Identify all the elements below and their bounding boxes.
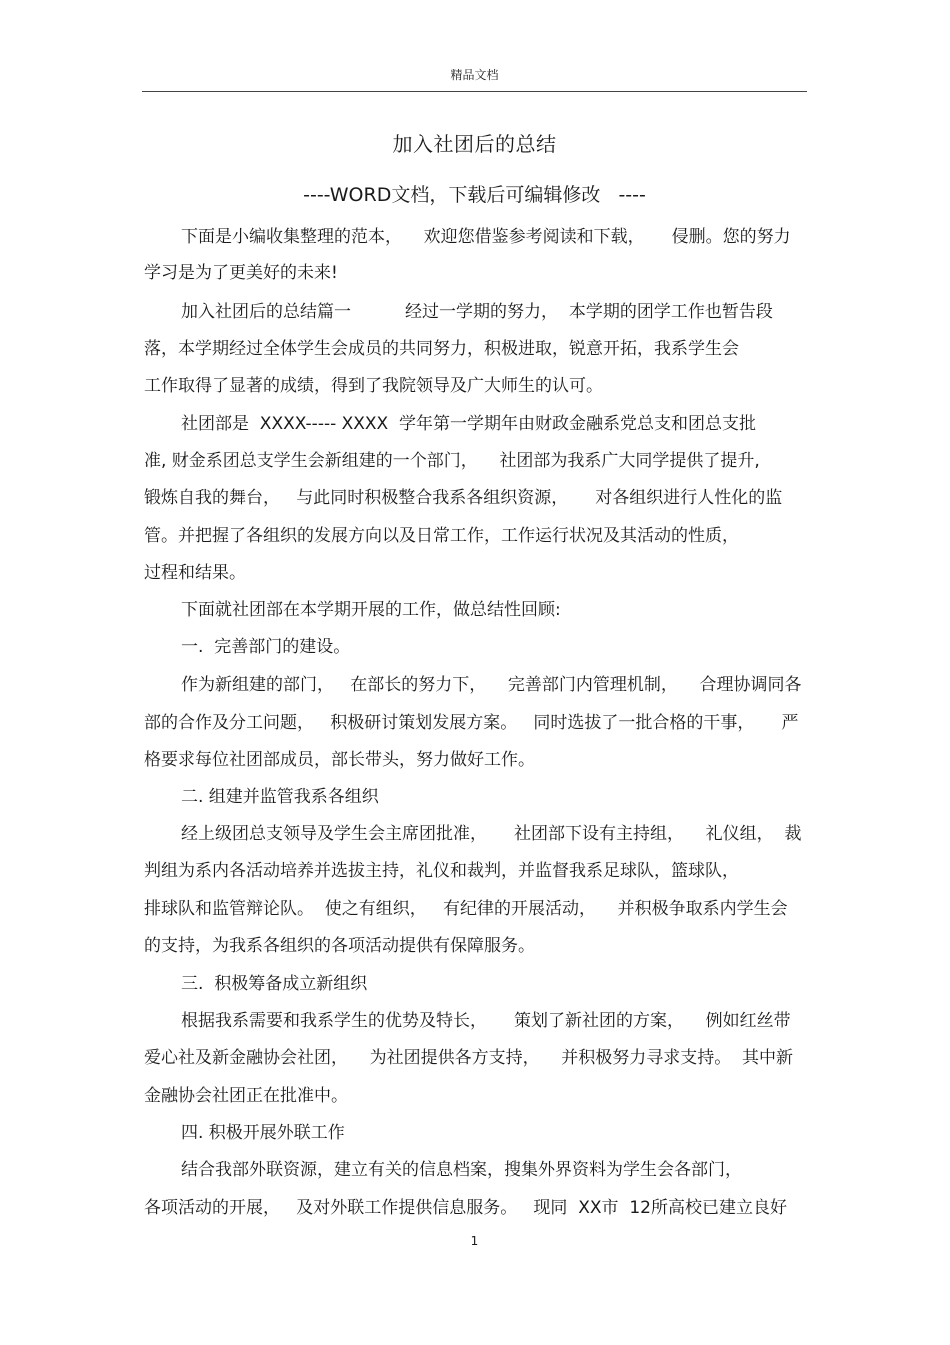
body-line: 金融协会社团正在批准中。 <box>144 1086 348 1106</box>
body-line: 部的合作及分工问题， 积极研讨策划发展方案。 同时选拔了一批合格的干事， 严 <box>144 713 799 733</box>
document-title: 加入社团后的总结 <box>392 132 557 156</box>
section-heading: 一. 完善部门的建设。 <box>181 637 351 657</box>
body-line: 学习是为了更美好的未来! <box>144 263 338 283</box>
body-line: 下面就社团部在本学期开展的工作，做总结性回顾: <box>181 600 561 620</box>
body-line: 管。并把握了各组织的发展方向以及日常工作，工作运行状况及其活动的性质， <box>144 526 739 546</box>
section-heading: 四. 积极开展外联工作 <box>181 1123 345 1143</box>
body-line: 落，本学期经过全体学生会成员的共同努力，积极进取，锐意开拓，我系学生会 <box>144 339 739 359</box>
body-line: 经上级团总支领导及学生会主席团批准， 社团部下设有主持组， 礼仪组， 裁 <box>181 824 802 844</box>
body-line: 社团部是 XXXX----- XXXX 学年第一学期年由财政金融系党总支和团总支批 <box>181 414 757 434</box>
body-line: 爱心社及新金融协会社团， 为社团提供各方支持， 并积极努力寻求支持。 其中新 <box>144 1048 794 1068</box>
body-line: 加入社团后的总结篇一 经过一学期的努力， 本学期的团学工作也暂告段 <box>181 302 773 322</box>
header-divider <box>142 91 807 92</box>
section-heading: 三. 积极筹备成立新组织 <box>181 974 368 994</box>
body-line: 判组为系内各活动培养并选拔主持，礼仪和裁判，并监督我系足球队，篮球队， <box>144 861 739 881</box>
page-header: 精品文档 <box>450 68 499 82</box>
body-line: 锻炼自我的舞台， 与此同时积极整合我系各组织资源， 对各组织进行人性化的监 <box>144 488 783 508</box>
body-line: 过程和结果。 <box>144 563 246 583</box>
body-line: 下面是小编收集整理的范本， 欢迎您借鉴参考阅读和下载， 侵删。您的努力 <box>181 227 791 247</box>
body-line: 各项活动的开展， 及对外联工作提供信息服务。 现同 XX市 12所高校已建立良好 <box>144 1198 787 1218</box>
body-line: 工作取得了显著的成绩，得到了我院领导及广大师生的认可。 <box>144 376 603 396</box>
page-number: 1 <box>470 1234 479 1248</box>
body-line: 结合我部外联资源，建立有关的信息档案，搜集外界资料为学生会各部门， <box>181 1160 742 1180</box>
body-line: 格要求每位社团部成员，部长带头，努力做好工作。 <box>144 750 535 770</box>
body-line: 作为新组建的部门， 在部长的努力下， 完善部门内管理机制， 合理协调同各 <box>181 675 802 695</box>
document-subtitle: ----WORD文档，下载后可编辑修改 ---- <box>303 184 646 206</box>
body-line: 的支持，为我系各组织的各项活动提供有保障服务。 <box>144 936 535 956</box>
section-heading: 二. 组建并监管我系各组织 <box>181 787 379 807</box>
body-line: 排球队和监管辩论队。 使之有组织， 有纪律的开展活动， 并积极争取系内学生会 <box>144 899 788 919</box>
body-line: 准, 财金系团总支学生会新组建的一个部门， 社团部为我系广大同学提供了提升, <box>144 451 760 471</box>
body-line: 根据我系需要和我系学生的优势及特长， 策划了新社团的方案， 例如红丝带 <box>181 1011 791 1031</box>
